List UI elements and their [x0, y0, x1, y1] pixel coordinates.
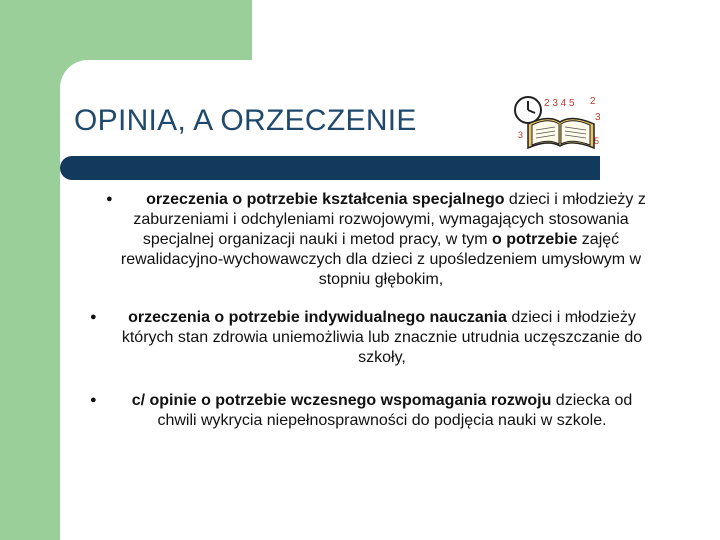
bullet-icon: ● [90, 394, 97, 406]
svg-text:2: 2 [590, 96, 596, 107]
slide-title: OPINIA, A ORZECZENIE [74, 104, 417, 137]
title-divider-bar [60, 156, 600, 180]
bullet-icon: ● [90, 311, 97, 323]
svg-text:5: 5 [594, 136, 600, 146]
list-item-emphasis: o potrzebie [492, 231, 578, 248]
list-item-emphasis: orzeczenia o potrzebie indywidualnego nauczania [128, 309, 507, 326]
list-item-text: zajęć rewalidacyjno-wychowawczych dla dzieci z upośledzeniem umysłowym w stopniu głębokim, [120, 231, 642, 288]
list-item-emphasis: orzeczenia o potrzebie kształcenia specjalnego [146, 191, 505, 208]
list-item [100, 190, 662, 290]
svg-text:3: 3 [595, 112, 601, 123]
svg-text:3: 3 [518, 130, 524, 140]
svg-text:2 3 4 5: 2 3 4 5 [544, 98, 575, 109]
clock-and-open-book-icon [510, 94, 610, 150]
bullet-icon: ● [106, 193, 113, 205]
list-item-emphasis: c/ opinie o potrzebie wczesnego wspomagania rozwoju [131, 392, 552, 409]
list-item-text: dzieci i młodzieży z zaburzeniami i odchyleniami rozwojowymi, wymagających stosowania specjalnej organizacji nauki i metod pracy, w tym [133, 191, 646, 248]
list-item-text: dzieci i młodzieży których stan zdrowia uniemożliwia lub znacznie utrudnia uczęszczanie do szkoły, [121, 309, 643, 366]
list-item-text: dziecka od chwili wykrycia niepełnosprawności do podjęcia nauki w szkole. [157, 392, 633, 429]
list-item [114, 391, 650, 431]
list-item [114, 308, 650, 368]
